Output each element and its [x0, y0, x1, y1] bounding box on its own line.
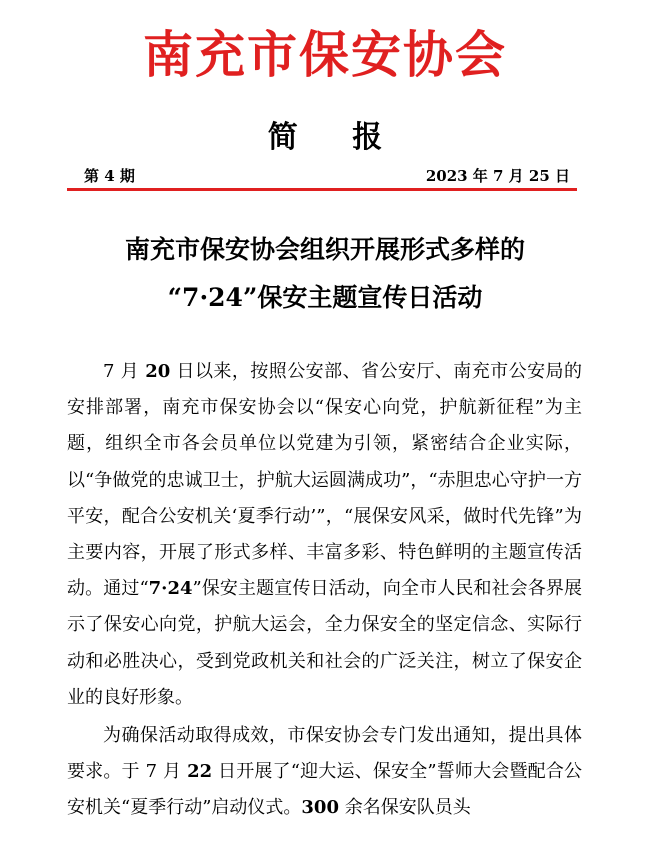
p1-number-20: 20	[145, 361, 171, 382]
article-body	[67, 354, 582, 829]
paragraph-1	[67, 354, 582, 716]
paragraph-2	[67, 718, 582, 827]
p2-number-22: 22	[187, 761, 213, 783]
header-divider	[67, 188, 577, 191]
p1-number-724: 7·24	[148, 578, 193, 600]
p1-text-c: 日以来，按照公安部、省公安厅、南充市公安局的安排部署，南充市保安协会以“保安心向党，护航新征程”为主题，组织全市各会员单位以党建为引领，紧密结合企业实际，以“争做党的忠诚卫士，护航大运圆满成功”，“赤胆忠心守护一方平安，配合公安机关‘夏季行动’”，“展保安风采，做时代先锋”为主要内容，开展了形式多样、丰富多彩、特色鲜明的主题宣传活动。通过“	[67, 361, 582, 600]
p2-text-e: 余名保安队员头	[338, 797, 471, 819]
issue-number: 第 4 期	[84, 167, 135, 185]
issue-row	[80, 163, 572, 189]
headline-line-2: “7·24”保安主题宣传日活动	[167, 283, 483, 312]
p2-text-c: 日开展了“迎大运、保安全”誓师大会暨配合公安机关“夏季行动”启动仪式。	[67, 761, 583, 819]
p2-text-a: 为确保活动取得成效，市保安协会专门发出通知，提出具体要求。于 7 月	[67, 725, 582, 783]
doc-type-label: 简 报	[267, 120, 405, 155]
p1-text-a: 7 月	[103, 361, 146, 382]
headline-line-1: 南充市保安协会组织开展形式多样的	[124, 235, 525, 264]
article-headline	[0, 226, 650, 322]
issue-date: 2023 年 7 月 25 日	[425, 167, 570, 185]
p2-number-300: 300	[301, 797, 339, 819]
p1-text-e: ”保安主题宣传日活动，向全市人民和社会各界展示了保安心向党，护航大运会，全力保安全的坚定信念、实际行动和必胜决心，受到党政机关和社会的广泛关注，树立了保安企业的良好形象。	[67, 578, 583, 708]
org-name-title: 南充市保安协会	[143, 25, 507, 84]
